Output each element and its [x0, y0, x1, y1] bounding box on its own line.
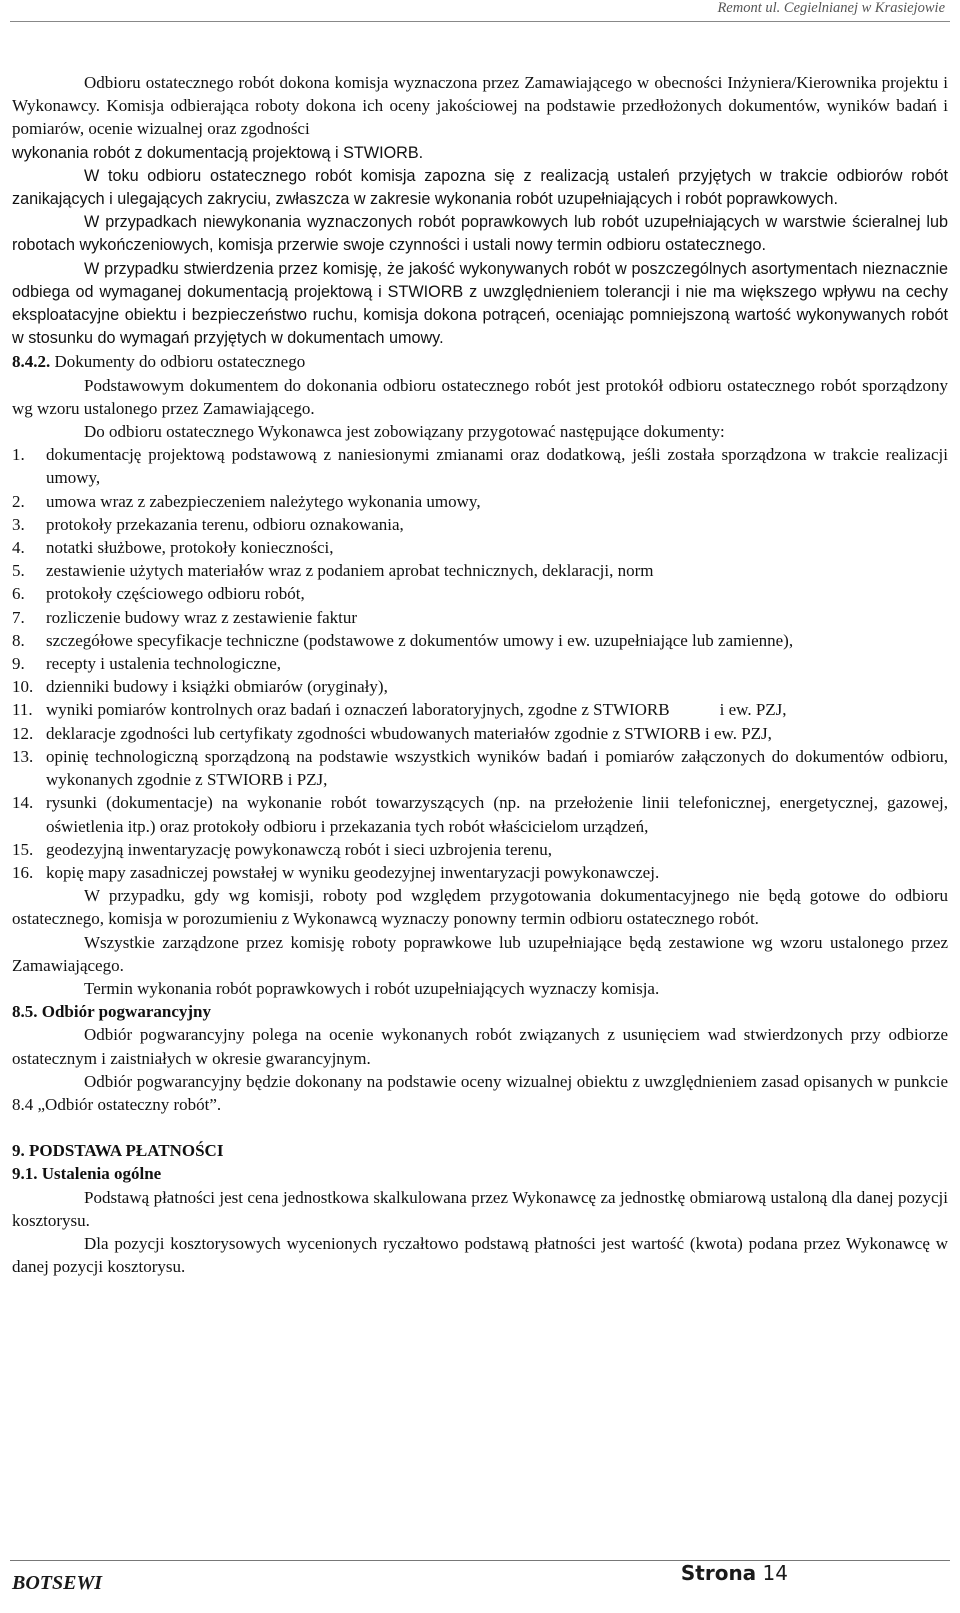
- paragraph-final-acceptance-intro-cont: [12, 141, 948, 165]
- list-item-text: opinię technologiczną sporządzoną na podstawie wszystkich wyników badań i pomiarów załączonych do dokumentów odbioru, wykonanych zgodnie z STWIORB i PZJ,: [46, 746, 948, 790]
- list-item-number: 12.: [12, 723, 34, 743]
- heading-number: 8.4.2.: [12, 352, 51, 372]
- list-item: [12, 582, 948, 605]
- heading-8-5: 8.5. Odbiór pogwarancyjny: [12, 1002, 211, 1022]
- paragraph-lump-sum: Dla pozycji kosztorysowych wycenionych ryczałtowo podstawą płatności jest wartość (kwota) podana przez Wykonawcę w danej pozycji kosztorysu.: [12, 1233, 948, 1277]
- list-item-number: 8.: [12, 630, 25, 650]
- document-body: [12, 71, 948, 1278]
- list-item-number: 14.: [12, 793, 34, 813]
- list-item-number: 3.: [12, 514, 25, 534]
- paragraph-basic-document: Podstawowym dokumentem do dokonania odbioru ostatecznego robót jest protokół odbioru ostatecznego robót sporządzony wg wzoru ustalonego przez Zamawiającego.: [12, 375, 948, 418]
- list-item-text-part: i ew. PZJ,: [719, 700, 787, 720]
- list-item-text-part: wyniki pomiarów kontrolnych oraz badań i oznaczeń laboratoryjnych, zgodne z STWIORB: [46, 700, 670, 720]
- heading-9: 9. PODSTAWA PŁATNOŚCI: [12, 1141, 224, 1161]
- list-item-number: 5.: [12, 561, 25, 581]
- list-item: [12, 698, 948, 721]
- list-item: [12, 443, 948, 489]
- paragraph-corrective-deadline: Termin wykonania robót poprawkowych i robót uzupełniających wyznaczy komisja.: [84, 978, 660, 998]
- list-item: [12, 513, 948, 536]
- list-item-text: rozliczenie budowy wraz z zestawienie faktur: [46, 607, 358, 627]
- heading-8-4-2: [12, 350, 948, 373]
- list-item-text: geodezyjną inwentaryzację powykonawczą robót i sieci uzbrojenia terenu,: [46, 839, 552, 859]
- list-item-text: kopię mapy zasadniczej powstałej w wyniku geodezyjnej inwentaryzacji powykonawczej.: [46, 862, 660, 882]
- heading-9-1: 9.1. Ustalenia ogólne: [12, 1164, 162, 1184]
- list-item-number: 1.: [12, 445, 25, 465]
- running-header-title: Remont ul. Cegielnianej w Krasiejowie: [717, 0, 945, 16]
- list-item-text: deklaracje zgodności lub certyfikaty zgodności wbudowanych materiałów zgodnie z STWIORB i ew. PZJ,: [46, 723, 772, 743]
- list-item: [12, 791, 948, 837]
- list-item-text: notatki służbowe, protokoły konieczności,: [46, 538, 334, 558]
- list-item-text: szczegółowe specyfikacje techniczne (podstawowe z dokumentów umowy i ew. uzupełniające lub zamienne),: [46, 630, 794, 650]
- paragraph-text: wykonania robót z dokumentacją projektową i STWIORB.: [12, 143, 424, 162]
- list-item-text: dokumentację projektową podstawową z naniesionymi zmianami oraz dodatkową, jeśli została sporządzona w trakcie realizacji umowy,: [46, 445, 948, 488]
- paragraph-final-acceptance-intro: [12, 71, 948, 141]
- list-item: [12, 559, 948, 582]
- header-divider: [10, 21, 950, 22]
- list-item-number: 6.: [12, 584, 25, 604]
- list-item-text: protokoły przekazania terenu, odbioru oznakowania,: [46, 514, 404, 534]
- list-item-text: umowa wraz z zabezpieczeniem należytego wykonania umowy,: [46, 491, 481, 511]
- list-item: [12, 606, 948, 629]
- paragraph-documents-intro: Do odbioru ostatecznego Wykonawca jest zobowiązany przygotować następujące dokumenty:: [84, 422, 725, 442]
- paragraph-payment-basis: Podstawą płatności jest cena jednostkowa skalkulowana przez Wykonawcę za jednostkę obmiarową ustaloną dla danej pozycji kosztorysu.: [12, 1187, 948, 1230]
- list-item: [12, 536, 948, 559]
- paragraph-post-warranty-2: Odbiór pogwarancyjny będzie dokonany na podstawie oceny wizualnej obiektu z uwzględnieniem zasad opisanych w punkcie 8.4 „Odbiór ostateczny robót”.: [12, 1071, 948, 1114]
- list-item-text: dzienniki budowy i książki obmiarów (oryginały),: [46, 677, 388, 697]
- list-item-number: 13.: [12, 746, 34, 766]
- footer-company-name: BOTSEWI: [12, 1572, 103, 1594]
- list-item-text: zestawienie użytych materiałów wraz z podaniem aprobat technicznych, deklaracji, norm: [46, 561, 654, 581]
- list-item: [12, 652, 948, 675]
- list-item-number: 2.: [12, 491, 25, 511]
- page-number-label: [681, 1561, 788, 1585]
- list-item: [12, 675, 948, 698]
- paragraph-quality-deductions: W przypadku stwierdzenia przez komisję, że jakość wykonywanych robót w poszczególnych asortymentach nieznacznie odbiega od wymaganej dokumentacją projektową i STWIORB z uwzględnieniem tolerancji i nie ma większego wpływu na cechy eksploatacyjne obiektu i bezpieczeństwo ruchu, komisja dokona potrąceń, oceniając pomniejszoną wartość wykonywanych robót w stosunku do wymagań przyjętych w dokumentach umowy.: [12, 259, 948, 348]
- paragraph-text: Odbioru ostatecznego robót dokona komisja wyznaczona przez Zamawiającego w obecności Inżyniera/Kierownika projektu i Wykonawcy. Komisja odbierająca roboty dokona ich oceny jakościowej na podstawie przedłożonych dokumentów, wyników badań i pomiarów, ocenie wizualnej oraz zgodności: [12, 73, 948, 139]
- section-spacer: [12, 1116, 948, 1139]
- list-item-text: [46, 698, 948, 721]
- page-number: 14: [762, 1561, 788, 1585]
- list-item: [12, 861, 948, 884]
- list-item-number: 15.: [12, 839, 34, 859]
- list-item-text: recepty i ustalenia technologiczne,: [46, 654, 282, 674]
- list-item-number: 7.: [12, 607, 25, 627]
- required-documents-list: [12, 443, 948, 884]
- list-item: [12, 838, 948, 861]
- page-label: Strona: [680, 1561, 757, 1585]
- list-item: [12, 745, 948, 791]
- list-item-number: 10.: [12, 677, 34, 697]
- paragraph-corrective-works: Wszystkie zarządzone przez komisję roboty poprawkowe lub uzupełniające będą zestawione wg wzoru ustalonego przez Zamawiającego.: [12, 932, 948, 975]
- list-item: [12, 490, 948, 513]
- paragraph-documents-not-ready: W przypadku, gdy wg komisji, roboty pod względem przygotowania dokumentacyjnego nie będą gotowe do odbioru ostatecznego, komisja w porozumieniu z Wykonawcą wyznaczy ponowny termin odbioru ostatecznego robót.: [12, 886, 948, 929]
- list-item-number: 16.: [12, 862, 34, 882]
- paragraph-missing-works: W przypadkach niewykonania wyznaczonych robót poprawkowych lub robót uzupełniających w warstwie ścieralnej lub robotach wykończeniowych, komisja przerwie swoje czynności i ustali nowy termin odbioru ostatecznego.: [12, 213, 948, 255]
- list-item: [12, 629, 948, 652]
- list-item-number: 4.: [12, 538, 25, 558]
- footer-divider: [10, 1560, 950, 1561]
- list-item: [12, 722, 948, 745]
- list-item-number: 11.: [12, 700, 33, 720]
- heading-text: Dokumenty do odbioru ostatecznego: [50, 352, 306, 372]
- list-item-text: protokoły częściowego odbioru robót,: [46, 584, 305, 604]
- paragraph-acceptance-review: W toku odbioru ostatecznego robót komisja zapozna się z realizacją ustaleń przyjętych w trakcie odbiorów robót zanikających i ulegających zakryciu, zwłaszcza w zakresie wykonania robót uzupełniających i robót poprawkowych.: [12, 166, 948, 209]
- list-item-text: rysunki (dokumentacje) na wykonanie robót towarzyszących (np. na przełożenie linii telefonicznej, energetycznej, gazowej, oświetlenia itp.) oraz protokoły odbioru i przekazania tych robót właścicielom urządzeń,: [46, 793, 948, 836]
- list-item-number: 9.: [12, 654, 25, 674]
- paragraph-post-warranty-1: Odbiór pogwarancyjny polega na ocenie wykonanych robót związanych z usunięciem wad stwierdzonych przy odbiorze ostatecznym i zaistniałych w okresie gwarancyjnym.: [12, 1025, 948, 1068]
